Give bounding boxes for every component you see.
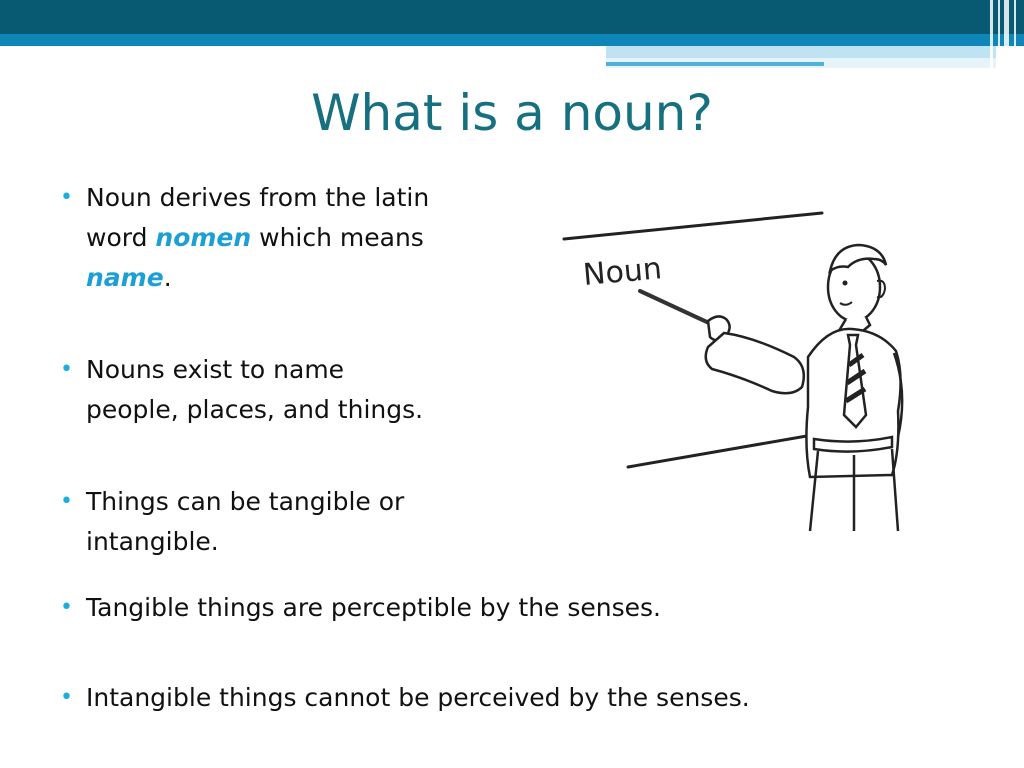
board-word: Noun xyxy=(581,251,664,293)
bullet-line: Nouns exist to name xyxy=(86,355,345,384)
header-light-band xyxy=(606,46,996,58)
header-decoration xyxy=(984,0,1024,68)
bullet-text xyxy=(86,178,429,298)
bullet-dot-icon: • xyxy=(60,357,73,382)
bullet-line: Tangible things are perceptible by the senses. xyxy=(86,593,661,622)
emphasis-name: name xyxy=(86,263,164,292)
bullet-line: intangible. xyxy=(86,527,219,556)
slide-title: What is a noun? xyxy=(311,84,713,142)
bullet-line: people, places, and things. xyxy=(86,395,424,424)
bullet-dot-icon: • xyxy=(60,489,73,514)
bullet-dot-icon: • xyxy=(60,685,73,710)
bullet-text xyxy=(86,482,404,562)
bullet-line: word nomen which means xyxy=(86,223,424,252)
teacher-pointing-illustration xyxy=(562,205,912,535)
bullet-text xyxy=(86,678,750,718)
bullet-line: Intangible things cannot be perceived by the senses. xyxy=(86,683,750,712)
bullet-text xyxy=(86,588,661,628)
bullet-line: Noun derives from the latin xyxy=(86,183,430,212)
header-accent-line xyxy=(606,62,824,66)
bullet-dot-icon: • xyxy=(60,595,73,620)
emphasis-nomen: nomen xyxy=(155,223,252,252)
bullet-text xyxy=(86,350,423,430)
bullet-dot-icon: • xyxy=(60,185,73,210)
bullet-line: name. xyxy=(86,263,172,292)
header-stripe xyxy=(0,34,1024,46)
bullet-line: Things can be tangible or xyxy=(86,487,405,516)
header-band xyxy=(0,0,1024,34)
